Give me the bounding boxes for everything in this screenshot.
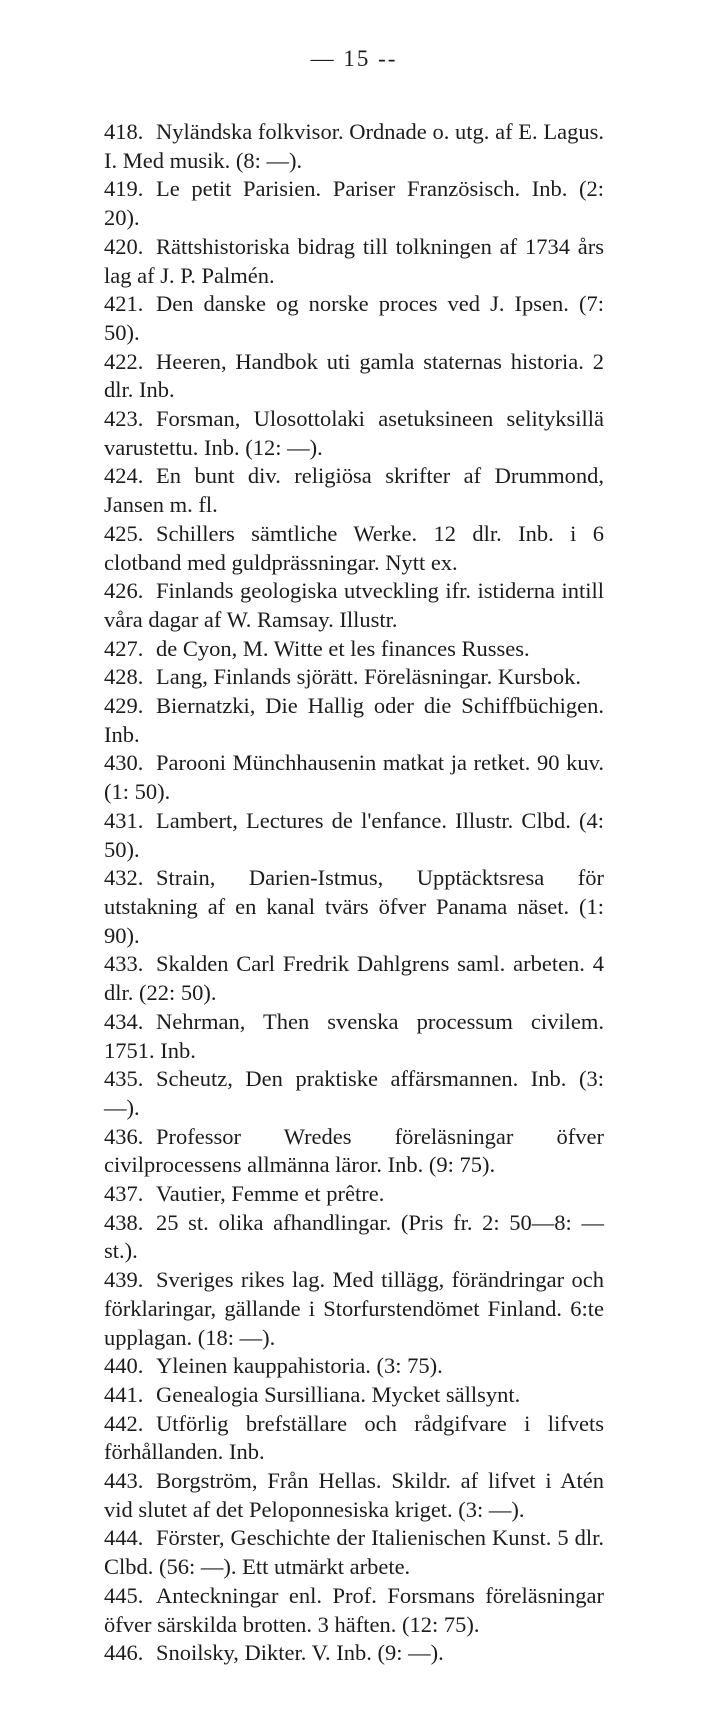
entry-number: 422.	[104, 348, 144, 374]
entry-number: 419.	[104, 176, 144, 202]
entry-number: 436.	[104, 1123, 144, 1149]
entry-text: Biernatzki, Die Hallig oder die Schiffbüchigen. Inb.	[104, 693, 604, 747]
catalog-entry	[104, 1639, 604, 1668]
entry-number: 445.	[104, 1582, 144, 1608]
entry-text: Utförlig brefställare och rådgifvare i lifvets förhållanden. Inb.	[104, 1410, 604, 1465]
entry-number: 421.	[104, 291, 144, 317]
catalog-entry	[104, 749, 604, 806]
entry-text: Skalden Carl Fredrik Dahlgrens saml. arbeten. 4 dlr. (22: 50).	[104, 951, 604, 1006]
catalog-entry	[104, 663, 604, 692]
entry-number: 429.	[104, 693, 144, 719]
catalog-entry	[104, 1524, 604, 1581]
entry-text: Heeren, Handbok uti gamla staternas historia. 2 dlr. Inb.	[104, 348, 604, 403]
catalog-entry	[104, 635, 604, 664]
entry-text: Vautier, Femme et prêtre.	[156, 1181, 385, 1207]
entry-number: 425.	[104, 520, 144, 546]
entry-text: Strain, Darien-Istmus, Upptäcktsresa för utstakning af en kanal tvärs öfver Panama näset. (1: 90).	[104, 865, 604, 948]
entry-number: 439.	[104, 1267, 144, 1293]
entry-text: Förster, Geschichte der Italienischen Kunst. 5 dlr. Clbd. (56: —). Ett utmärkt arbete.	[104, 1525, 604, 1580]
catalog-entry	[104, 1582, 604, 1639]
entry-text: Borgström, Från Hellas. Skildr. af lifvet i Atén vid slutet af det Peloponnesiska kriget. (3: —).	[104, 1468, 604, 1522]
entry-text: Schillers sämtliche Werke. 12 dlr. Inb. i 6 clotband med guldprässningar. Nytt ex.	[104, 520, 604, 575]
entry-number: 430.	[104, 750, 144, 776]
catalog-entry	[104, 950, 604, 1007]
entry-number: 423.	[104, 406, 144, 432]
entry-text: de Cyon, M. Witte et les finances Russes.	[156, 635, 530, 661]
catalog-entry	[104, 290, 604, 347]
entry-text: Snoilsky, Dikter. V. Inb. (9: —).	[156, 1640, 444, 1666]
catalog-entry	[104, 233, 604, 290]
catalog-entry	[104, 807, 604, 864]
catalog-entry	[104, 118, 604, 175]
catalog-entry	[104, 692, 604, 749]
entry-number: 438.	[104, 1209, 144, 1235]
entry-text: Parooni Münchhausenin matkat ja retket. 90 kuv. (1: 50).	[104, 750, 604, 805]
catalog-entry	[104, 348, 604, 405]
entry-number: 426.	[104, 578, 144, 604]
catalog-entry	[104, 1381, 604, 1410]
catalog-entry	[104, 864, 604, 950]
entry-text: 25 st. olika afhandlingar. (Pris fr. 2: 50—8: — st.).	[104, 1209, 604, 1264]
entry-number: 444.	[104, 1525, 144, 1551]
entry-number: 440.	[104, 1353, 144, 1379]
entry-number: 428.	[104, 664, 144, 690]
entry-number: 431.	[104, 807, 144, 833]
catalog-entry	[104, 1467, 604, 1524]
entry-text: Nehrman, Then svenska processum civilem. 1751. Inb.	[104, 1008, 604, 1063]
catalog-entry	[104, 405, 604, 462]
page-number: — 15 --	[310, 46, 398, 71]
catalog-entry	[104, 1180, 604, 1209]
entry-number: 443.	[104, 1468, 144, 1494]
entry-number: 441.	[104, 1381, 144, 1407]
entry-number: 437.	[104, 1181, 144, 1207]
entry-text: Genealogia Sursilliana. Mycket sällsynt.	[156, 1381, 521, 1407]
entry-number: 446.	[104, 1640, 144, 1666]
entry-text: Yleinen kauppahistoria. (3: 75).	[156, 1353, 443, 1379]
entry-number: 442.	[104, 1410, 144, 1436]
entry-text: Anteckningar enl. Prof. Forsmans föreläsningar öfver särskilda brotten. 3 häften. (12: 75).	[104, 1582, 604, 1637]
catalog-entry	[104, 1123, 604, 1180]
catalog-entry	[104, 1209, 604, 1266]
entry-text: En bunt div. religiösa skrifter af Drummond, Jansen m. fl.	[104, 463, 604, 518]
entry-number: 418.	[104, 119, 144, 144]
entry-list	[104, 118, 604, 1668]
entry-number: 433.	[104, 951, 144, 977]
catalog-entry	[104, 462, 604, 519]
catalog-entry	[104, 1008, 604, 1065]
catalog-entry	[104, 175, 604, 232]
catalog-entry	[104, 1266, 604, 1352]
entry-text: Professor Wredes föreläsningar öfver civilprocessens allmänna läror. Inb. (9: 75).	[104, 1123, 604, 1178]
entry-number: 435.	[104, 1066, 144, 1092]
entry-number: 434.	[104, 1008, 144, 1034]
entry-text: Den danske og norske proces ved J. Ipsen. (7: 50).	[104, 291, 604, 345]
entry-number: 424.	[104, 463, 144, 489]
entry-number: 432.	[104, 865, 144, 891]
catalog-entry	[104, 1065, 604, 1122]
entry-text: Lambert, Lectures de l'enfance. Illustr. Clbd. (4: 50).	[104, 807, 604, 862]
entry-text: Le petit Parisien. Pariser Französisch. Inb. (2: 20).	[104, 176, 604, 231]
catalog-entry	[104, 1410, 604, 1467]
entry-text: Lang, Finlands sjörätt. Föreläsningar. Kursbok.	[156, 664, 581, 690]
entry-text: Scheutz, Den praktiske affärsmannen. Inb. (3: —).	[104, 1066, 604, 1120]
entry-text: Rättshistoriska bidrag till tolkningen af 1734 års lag af J. P. Palmén.	[104, 233, 604, 288]
entry-text: Finlands geologiska utveckling ifr. istiderna intill våra dagar af W. Ramsay. Illustr.	[104, 578, 604, 632]
catalog-page	[104, 46, 604, 1668]
entry-text: Forsman, Ulosottolaki asetuksineen selityksillä varustettu. Inb. (12: —).	[104, 406, 604, 460]
catalog-entry	[104, 520, 604, 577]
catalog-entry	[104, 1352, 604, 1381]
entry-number: 427.	[104, 635, 144, 661]
catalog-entry	[104, 577, 604, 634]
entry-text: Sveriges rikes lag. Med tillägg, förändringar och förklaringar, gällande i Storfurstendömet Finland. 6:te upplagan. (18: —).	[104, 1267, 604, 1350]
entry-number: 420.	[104, 233, 144, 259]
entry-text: Nyländska folkvisor. Ordnade o. utg. af E. Lagus. I. Med musik. (8: —).	[104, 119, 604, 173]
